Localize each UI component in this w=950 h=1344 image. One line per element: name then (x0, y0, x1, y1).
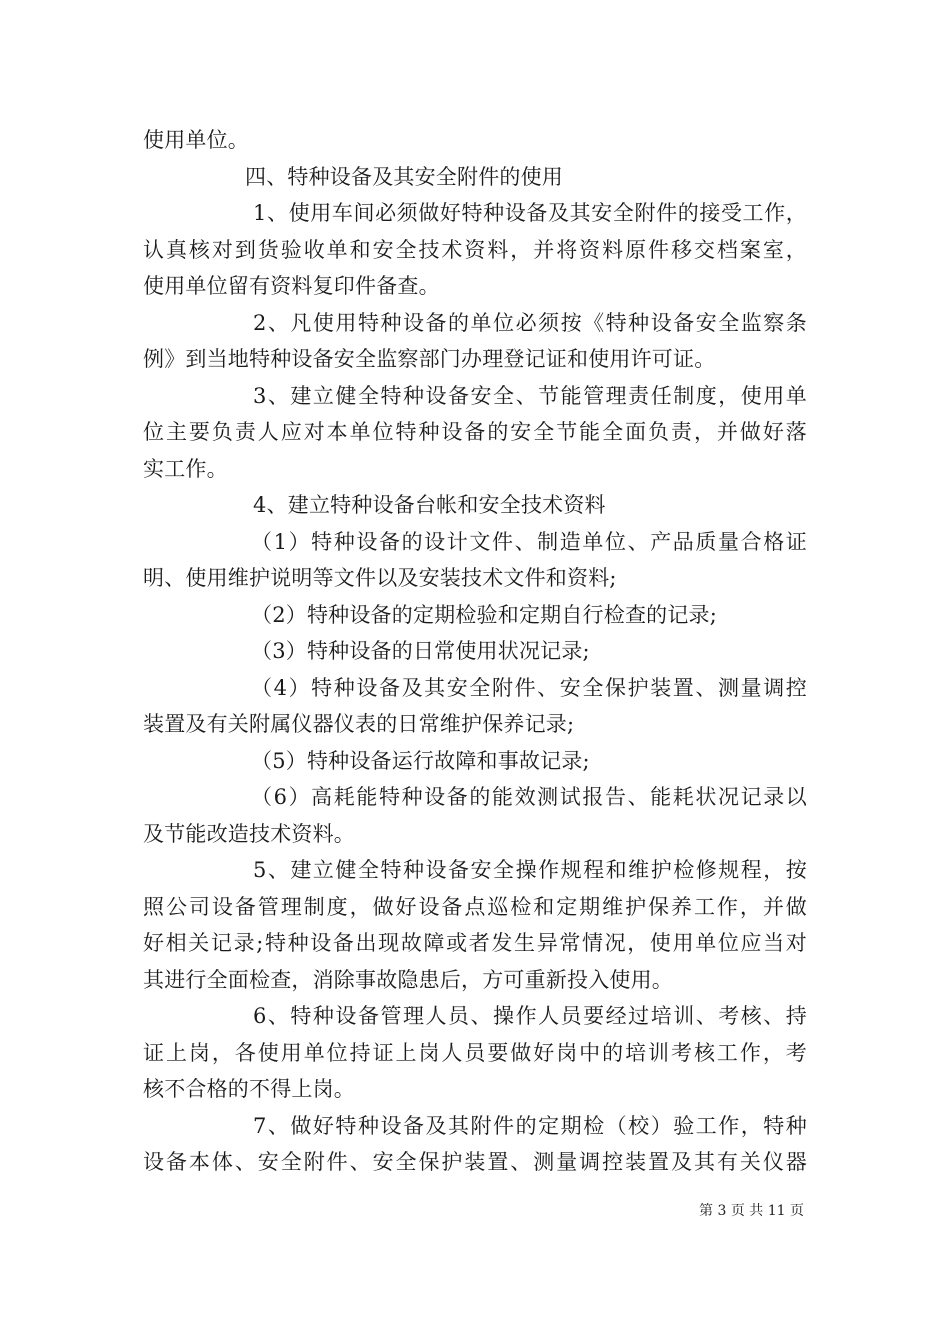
text-line: 设备本体、安全附件、安全保护装置、测量调控装置及其有关仪器 (143, 1150, 807, 1174)
list-item: （4）特种设备及其安全附件、安全保护装置、测量调控 (251, 675, 807, 700)
list-item: （5）特种设备运行故障和事故记录; (251, 748, 590, 773)
text-line: 使用单位留有资料复印件备查。 (143, 274, 440, 298)
text-line: 例》到当地特种设备安全监察部门办理登记证和使用许可证。 (143, 347, 716, 371)
text-line: 好相关记录;特种设备出现故障或者发生异常情况，使用单位应当对 (143, 931, 807, 955)
text-line: 使用单位。 (143, 128, 249, 152)
list-item: （6）高耗能特种设备的能效测试报告、能耗状况记录以 (251, 785, 807, 809)
text-line: 4、建立特种设备台帐和安全技术资料 (253, 493, 606, 517)
text-line: 装置及有关附属仪器仪表的日常维护保养记录; (143, 712, 575, 736)
text-line: 2、凡使用特种设备的单位必须按《特种设备安全监察条 (253, 310, 807, 335)
text-line: 明、使用维护说明等文件以及安装技术文件和资料; (143, 566, 617, 590)
text-line: 7、做好特种设备及其附件的定期检（校）验工作，特种 (253, 1113, 807, 1138)
text-line: 认真核对到货验收单和安全技术资料，并将资料原件移交档案室， (143, 237, 807, 262)
text-line: 1、使用车间必须做好特种设备及其安全附件的接受工作， (253, 201, 807, 225)
text-line: 实工作。 (143, 456, 228, 481)
page-number-footer: 第 3 页 共 11 页 (699, 1203, 804, 1219)
text-line: 及节能改造技术资料。 (143, 821, 355, 846)
list-item: （1）特种设备的设计文件、制造单位、产品质量合格证 (251, 529, 807, 554)
text-line: 证上岗，各使用单位持证上岗人员要做好岗中的培训考核工作，考 (143, 1040, 807, 1065)
text-line: 6、特种设备管理人员、操作人员要经过培训、考核、持 (253, 1004, 807, 1028)
text-line: 其进行全面检查，消除事故隐患后，方可重新投入使用。 (143, 967, 673, 992)
list-item: （2）特种设备的定期检验和定期自行检查的记录; (251, 602, 718, 627)
list-item: （3）特种设备的日常使用状况记录; (251, 639, 590, 663)
section-heading: 四、特种设备及其安全附件的使用 (245, 164, 563, 189)
text-line: 5、建立健全特种设备安全操作规程和维护检修规程，按 (253, 858, 807, 882)
text-line: 照公司设备管理制度，做好设备点巡检和定期维护保养工作，并做 (143, 894, 807, 919)
text-line: 3、建立健全特种设备安全、节能管理责任制度，使用单 (253, 383, 807, 408)
text-line: 位主要负责人应对本单位特种设备的安全节能全面负责，并做好落 (143, 420, 807, 444)
document-body (143, 122, 807, 1181)
text-line: 核不合格的不得上岗。 (143, 1077, 355, 1101)
